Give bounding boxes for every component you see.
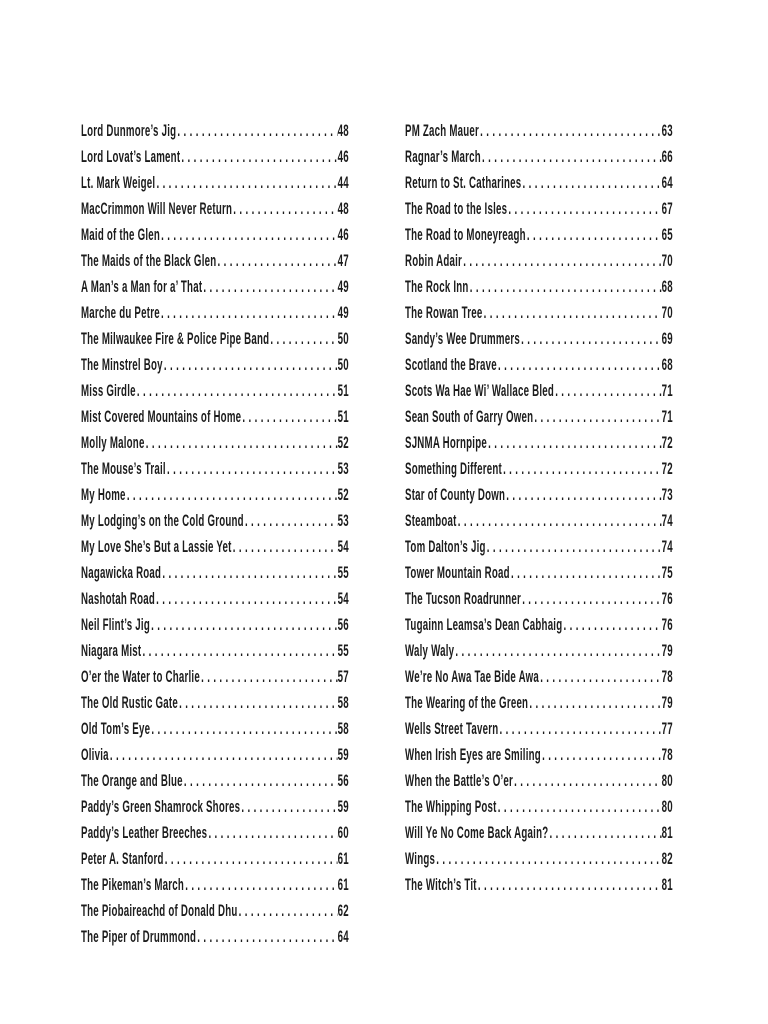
- toc-entry-page: 74: [661, 537, 673, 556]
- toc-entry: [405, 846, 673, 872]
- toc-entry: [81, 482, 349, 508]
- dot-leader: [244, 508, 338, 534]
- toc-entry-page: 52: [337, 485, 349, 504]
- toc-entry-page: 79: [661, 693, 673, 712]
- dot-leader: [109, 742, 338, 768]
- dot-leader: [548, 820, 661, 846]
- toc-entry: [405, 638, 673, 664]
- toc-entry-title: Sandy’s Wee Drummers: [405, 329, 520, 348]
- toc-entry-title: The Road to Moneyreagh: [405, 225, 526, 244]
- toc-entry-page: 72: [661, 459, 673, 478]
- toc-entry-page: 44: [337, 173, 349, 192]
- toc-entry-page: 81: [661, 875, 673, 894]
- toc-entry-page: 48: [337, 199, 349, 218]
- toc-entry: [81, 924, 349, 950]
- toc-entry-title: My Love She’s But a Lassie Yet: [81, 537, 232, 556]
- dot-leader: [126, 482, 338, 508]
- dot-leader: [176, 118, 337, 144]
- dot-leader: [240, 794, 337, 820]
- dot-leader: [487, 430, 662, 456]
- toc-entry: [405, 456, 673, 482]
- toc-entry: [405, 872, 673, 898]
- toc-entry-page: 53: [337, 459, 349, 478]
- toc-entry-page: 72: [661, 433, 673, 452]
- toc-entry-title: Tom Dalton’s Jig: [405, 537, 486, 556]
- toc-entry-title: The Tucson Roadrunner: [405, 589, 522, 608]
- toc-entry-page: 58: [337, 719, 349, 738]
- toc-entry-title: PM Zach Mauer: [405, 121, 480, 140]
- toc-entry-title: Will Ye No Come Back Again?: [405, 823, 549, 842]
- toc-entry-title: Wells Street Tavern: [405, 719, 499, 738]
- toc-entry: [405, 612, 673, 638]
- toc-entry-title: Steamboat: [405, 511, 457, 530]
- toc-entry: [405, 248, 673, 274]
- toc-entry: [405, 222, 673, 248]
- toc-entry-page: 80: [661, 771, 673, 790]
- toc-entry: [81, 586, 349, 612]
- toc-entry-page: 82: [661, 849, 673, 868]
- toc-entry-title: Tower Mountain Road: [405, 563, 510, 582]
- toc-entry-page: 64: [337, 927, 349, 946]
- dot-leader: [207, 820, 337, 846]
- toc-entry-page: 70: [661, 303, 673, 322]
- toc-entry: [81, 300, 349, 326]
- toc-entry-title: My Lodging’s on the Cold Ground: [81, 511, 244, 530]
- toc-entry: [81, 378, 349, 404]
- toc-entry-title: We’re No Awa Tae Bide Awa: [405, 667, 540, 686]
- toc-entry-title: Lt. Mark Weigel: [81, 173, 156, 192]
- dot-leader: [510, 560, 662, 586]
- toc-entry-page: 55: [337, 641, 349, 660]
- dot-leader: [533, 404, 661, 430]
- toc-entry-title: Waly Waly: [405, 641, 455, 660]
- toc-entry-page: 70: [661, 251, 673, 270]
- toc-entry-title: Wings: [405, 849, 436, 868]
- toc-entry-page: 69: [661, 329, 673, 348]
- toc-entry-title: Marche du Petre: [81, 303, 160, 322]
- toc-entry-title: Mist Covered Mountains of Home: [81, 407, 242, 426]
- dot-leader: [520, 326, 662, 352]
- toc-entry-title: Olivia: [81, 745, 109, 764]
- toc-entry-title: The Old Rustic Gate: [81, 693, 178, 712]
- toc-entry-page: 79: [661, 641, 673, 660]
- toc-entry-page: 65: [661, 225, 673, 244]
- toc-entry: [405, 508, 673, 534]
- toc-entry-page: 51: [337, 407, 349, 426]
- dot-leader: [150, 612, 338, 638]
- dot-leader: [232, 534, 338, 560]
- toc-entry-page: 61: [337, 875, 349, 894]
- dot-leader: [502, 456, 662, 482]
- toc-entry-title: Miss Girdle: [81, 381, 136, 400]
- dot-leader: [539, 664, 662, 690]
- toc-entry-page: 78: [661, 667, 673, 686]
- dot-leader: [486, 534, 662, 560]
- toc-entry-title: Scotland the Brave: [405, 355, 497, 374]
- toc-entry: [81, 430, 349, 456]
- dot-leader: [180, 144, 337, 170]
- dot-leader: [232, 196, 338, 222]
- toc-entry-page: 62: [337, 901, 349, 920]
- dot-leader: [497, 794, 662, 820]
- toc-entry-title: Paddy’s Green Shamrock Shores: [81, 797, 241, 816]
- toc-entry-page: 81: [661, 823, 673, 842]
- toc-entry: [81, 872, 349, 898]
- toc-entry-title: A Man’s a Man for a’ That: [81, 277, 203, 296]
- dot-leader: [216, 248, 337, 274]
- toc-entry-page: 71: [661, 381, 673, 400]
- toc-entry-title: My Home: [81, 485, 126, 504]
- toc-entry: [81, 794, 349, 820]
- toc-entry-title: SJNMA Hornpipe: [405, 433, 487, 452]
- toc-entry: [81, 716, 349, 742]
- toc-entry: [81, 898, 349, 924]
- toc-entry-title: Old Tom’s Eye: [81, 719, 151, 738]
- dot-leader: [477, 872, 662, 898]
- toc-entry: [81, 560, 349, 586]
- toc-entry-page: 61: [337, 849, 349, 868]
- dot-leader: [178, 690, 338, 716]
- toc-entry-page: 55: [337, 563, 349, 582]
- toc-entry-title: Sean South of Garry Owen: [405, 407, 534, 426]
- toc-entry-page: 51: [337, 381, 349, 400]
- toc-entry-page: 50: [337, 329, 349, 348]
- toc-entry-title: Robin Adair: [405, 251, 463, 270]
- dot-leader: [454, 638, 661, 664]
- dot-leader: [481, 144, 662, 170]
- toc-entry-title: Star of County Down: [405, 485, 506, 504]
- dot-leader: [528, 690, 661, 716]
- dot-leader: [469, 274, 662, 300]
- toc-entry-title: Nashotah Road: [81, 589, 156, 608]
- dot-leader: [160, 300, 338, 326]
- toc-entry: [405, 378, 673, 404]
- dot-leader: [141, 638, 337, 664]
- toc-entry-page: 58: [337, 693, 349, 712]
- dot-leader: [136, 378, 338, 404]
- toc-entry-title: Tugainn Leamsa’s Dean Cabhaig: [405, 615, 563, 634]
- toc-entry-page: 57: [337, 667, 349, 686]
- dot-leader: [435, 846, 662, 872]
- toc-entry-page: 56: [337, 615, 349, 634]
- toc-entry-title: Scots Wa Hae Wi’ Wallace Bled: [405, 381, 555, 400]
- dot-leader: [498, 716, 661, 742]
- toc-entry-title: The Minstrel Boy: [81, 355, 163, 374]
- toc-entry-title: Paddy’s Leather Breeches: [81, 823, 208, 842]
- toc-entry: [405, 690, 673, 716]
- toc-entry-page: 73: [661, 485, 673, 504]
- toc-entry-title: The Mouse’s Trail: [81, 459, 166, 478]
- toc-entry-page: 64: [661, 173, 673, 192]
- toc-entry-page: 54: [337, 537, 349, 556]
- toc-entry: [405, 820, 673, 846]
- toc-entry: [405, 352, 673, 378]
- toc-entry: [81, 456, 349, 482]
- toc-entry-title: The Witch’s Tit: [405, 875, 477, 894]
- toc-entry: [81, 326, 349, 352]
- dot-leader: [269, 326, 337, 352]
- dot-leader: [505, 482, 662, 508]
- toc-entry-title: Nagawicka Road: [81, 563, 162, 582]
- toc-entry-page: 76: [661, 615, 673, 634]
- toc-entry: [81, 274, 349, 300]
- toc-entry-page: 75: [661, 563, 673, 582]
- toc-entry-page: 49: [337, 303, 349, 322]
- toc-entry: [405, 586, 673, 612]
- dot-leader: [150, 716, 337, 742]
- dot-leader: [513, 768, 662, 794]
- toc-entry: [81, 248, 349, 274]
- toc-entry: [405, 716, 673, 742]
- toc-entry-title: Molly Malone: [81, 433, 145, 452]
- dot-leader: [200, 664, 338, 690]
- toc-entry-page: 56: [337, 771, 349, 790]
- dot-leader: [541, 742, 662, 768]
- toc-entry: [405, 404, 673, 430]
- toc-entry: [81, 118, 349, 144]
- toc-entry-page: 59: [337, 797, 349, 816]
- toc-entry: [81, 144, 349, 170]
- toc-entry-page: 74: [661, 511, 673, 530]
- toc-entry: [405, 170, 673, 196]
- toc-entry: [81, 820, 349, 846]
- toc-entry-title: Neil Flint’s Jig: [81, 615, 150, 634]
- dot-leader: [183, 768, 338, 794]
- toc-entry-page: 76: [661, 589, 673, 608]
- toc-entry-title: When Irish Eyes are Smiling: [405, 745, 541, 764]
- toc-entry-title: Peter A. Stanford: [81, 849, 164, 868]
- toc-entry-title: The Maids of the Black Glen: [81, 251, 217, 270]
- toc-entry-title: The Wearing of the Green: [405, 693, 529, 712]
- dot-leader: [457, 508, 662, 534]
- toc-entry-title: O’er the Water to Charlie: [81, 667, 200, 686]
- toc-entry-title: The Whipping Post: [405, 797, 497, 816]
- toc-entry-title: The Rowan Tree: [405, 303, 483, 322]
- toc-entry-title: Maid of the Glen: [81, 225, 161, 244]
- toc-entry-page: 49: [337, 277, 349, 296]
- dot-leader: [160, 222, 338, 248]
- toc-entry-page: 67: [661, 199, 673, 218]
- dot-leader: [202, 274, 337, 300]
- toc-entry-page: 53: [337, 511, 349, 530]
- toc-entry: [81, 664, 349, 690]
- dot-leader: [164, 846, 338, 872]
- toc-entry-title: When the Battle’s O’er: [405, 771, 514, 790]
- toc-entry-page: 71: [661, 407, 673, 426]
- dot-leader: [155, 586, 338, 612]
- toc-entry-page: 47: [337, 251, 349, 270]
- dot-leader: [554, 378, 662, 404]
- toc-entry-title: The Rock Inn: [405, 277, 469, 296]
- toc-entry: [81, 612, 349, 638]
- dot-leader: [497, 352, 662, 378]
- toc-entry: [405, 482, 673, 508]
- dot-leader: [462, 248, 662, 274]
- toc-entry: [81, 742, 349, 768]
- dot-leader: [241, 404, 337, 430]
- toc-entry: [405, 560, 673, 586]
- toc-entry: [405, 118, 673, 144]
- dot-leader: [483, 300, 662, 326]
- toc-entry-title: Lord Dunmore’s Jig: [81, 121, 177, 140]
- toc-entry-page: 68: [661, 277, 673, 296]
- toc-entry-title: MacCrimmon Will Never Return: [81, 199, 233, 218]
- dot-leader: [479, 118, 662, 144]
- dot-leader: [521, 586, 662, 612]
- toc-entry-page: 50: [337, 355, 349, 374]
- toc-entry: [405, 534, 673, 560]
- toc-entry: [405, 664, 673, 690]
- toc-entry-page: 48: [337, 121, 349, 140]
- toc-entry: [81, 638, 349, 664]
- toc-entry-title: The Piper of Drummond: [81, 927, 197, 946]
- toc-entry: [405, 768, 673, 794]
- toc-entry: [405, 196, 673, 222]
- toc-column-left: [81, 118, 349, 950]
- toc-entry-title: Niagara Mist: [81, 641, 142, 660]
- toc-entry-title: Ragnar’s March: [405, 147, 481, 166]
- toc-entry: [81, 222, 349, 248]
- toc-entry: [405, 300, 673, 326]
- toc-entry: [81, 170, 349, 196]
- dot-leader: [562, 612, 661, 638]
- toc-entry-page: 59: [337, 745, 349, 764]
- toc-entry-page: 77: [661, 719, 673, 738]
- dot-leader: [161, 560, 337, 586]
- toc-entry-page: 52: [337, 433, 349, 452]
- dot-leader: [521, 170, 661, 196]
- toc-entry-page: 66: [661, 147, 673, 166]
- toc-entry-page: 46: [337, 147, 349, 166]
- dot-leader: [166, 456, 338, 482]
- dot-leader: [238, 898, 338, 924]
- toc-entry: [81, 508, 349, 534]
- toc-entry-title: Lord Lovat’s Lament: [81, 147, 181, 166]
- toc-entry: [405, 144, 673, 170]
- toc-entry-page: 80: [661, 797, 673, 816]
- dot-leader: [184, 872, 338, 898]
- toc-entry-title: The Pikeman’s March: [81, 875, 185, 894]
- dot-leader: [507, 196, 661, 222]
- dot-leader: [155, 170, 337, 196]
- toc-entry-title: Return to St. Catharines: [405, 173, 522, 192]
- toc-entry-title: The Piobaireachd of Donald Dhu: [81, 901, 238, 920]
- toc-entry: [405, 326, 673, 352]
- toc-entry: [81, 404, 349, 430]
- toc-entry: [405, 274, 673, 300]
- toc-entry: [81, 196, 349, 222]
- toc-entry: [81, 534, 349, 560]
- dot-leader: [163, 352, 338, 378]
- toc-entry-page: 46: [337, 225, 349, 244]
- toc-entry-title: The Orange and Blue: [81, 771, 183, 790]
- toc-entry: [405, 430, 673, 456]
- dot-leader: [526, 222, 662, 248]
- toc-entry: [81, 690, 349, 716]
- toc-entry-title: Something Different: [405, 459, 502, 478]
- toc-entry-page: 60: [337, 823, 349, 842]
- toc-entry-page: 54: [337, 589, 349, 608]
- dot-leader: [196, 924, 338, 950]
- toc-entry-page: 63: [661, 121, 673, 140]
- toc-entry-title: The Milwaukee Fire & Police Pipe Band: [81, 329, 270, 348]
- toc-entry: [81, 846, 349, 872]
- dot-leader: [145, 430, 338, 456]
- toc-entry-page: 78: [661, 745, 673, 764]
- toc-entry: [405, 742, 673, 768]
- toc-entry-page: 68: [661, 355, 673, 374]
- toc-entry-title: The Road to the Isles: [405, 199, 508, 218]
- toc-entry: [81, 352, 349, 378]
- toc-entry: [81, 768, 349, 794]
- toc-column-right: [405, 118, 673, 898]
- toc-entry: [405, 794, 673, 820]
